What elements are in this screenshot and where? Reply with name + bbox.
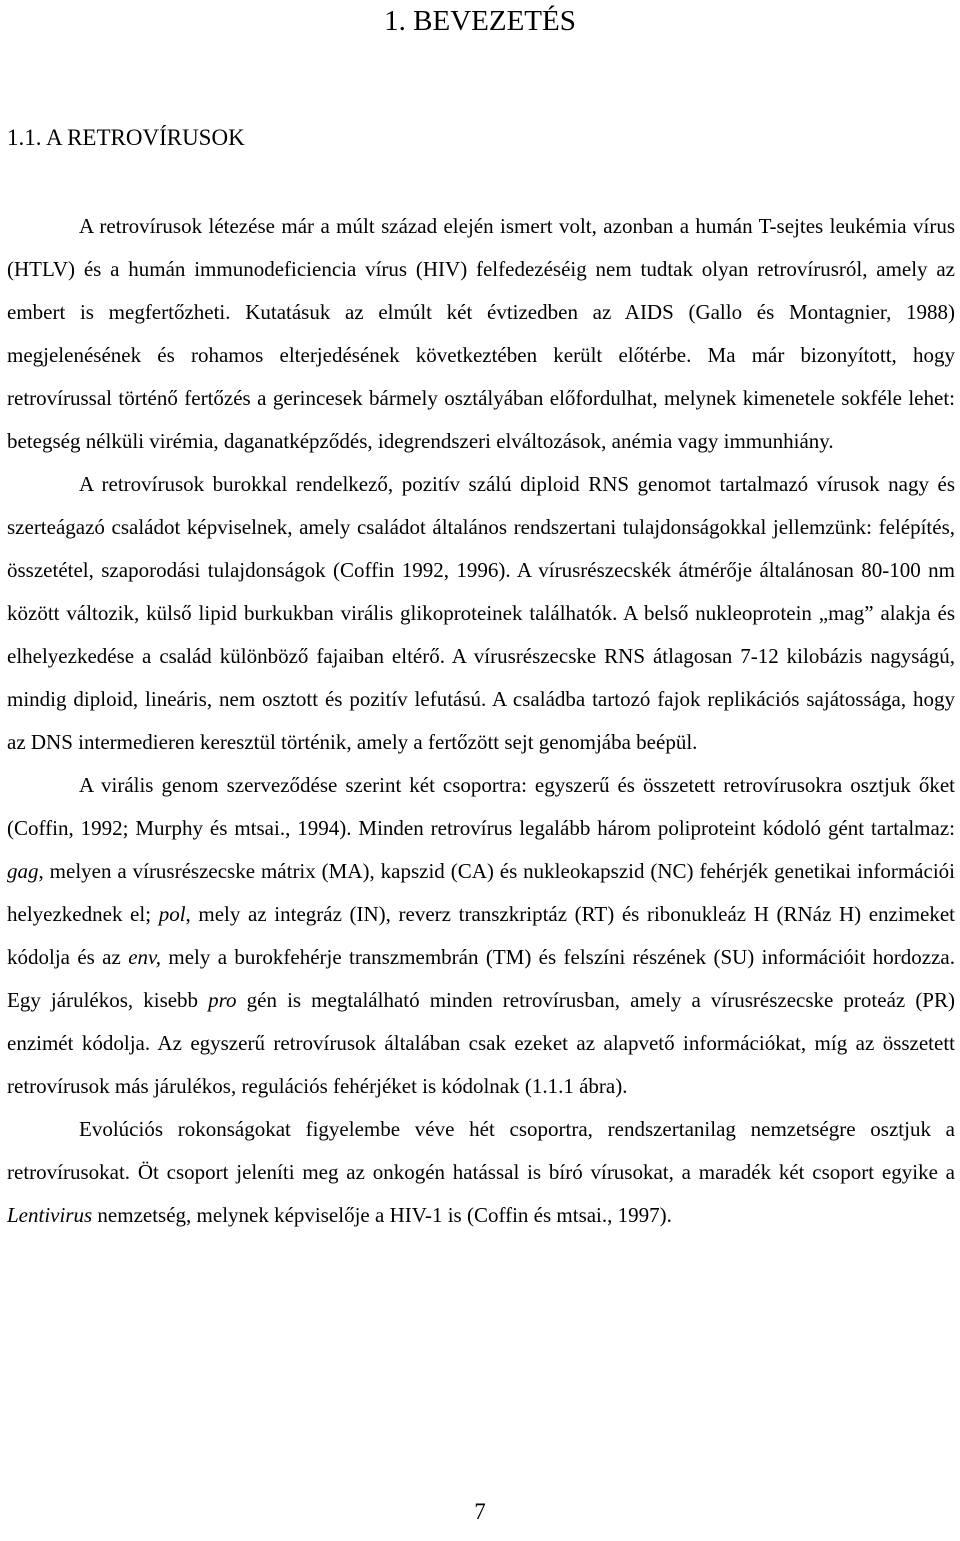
paragraph-3-text-e: gén is megtalálható minden retrovírusban, amely a vírusrészecske proteáz (PR) enzimét kódolja. Az egyszerű retrovírusok általában csak ezeket az alapvető információkat, míg az összetett retrovírusok más járulékos, regulációs fehérjéket is kódolnak (1.1.1 ábra). (7, 988, 955, 1098)
genus-lentivirus: Lentivirus (7, 1203, 93, 1227)
paragraph-4-text-a: Evolúciós rokonságokat figyelembe véve hét csoportra, rendszertanilag nemzetségre osztjuk a retrovírusokat. Öt csoport jeleníti meg az onkogén hatással is bíró vírusokat, a maradék két csoport egyike a (7, 1117, 955, 1184)
paragraph-2-text: A retrovírusok burokkal rendelkező, pozitív szálú diploid RNS genomot tartalmazó vírusok nagy és szerteágazó családot képviselnek, amely családot általános rendszertani tulajdonságokkal jellemzünk: felépítés, összetétel, szaporodási tulajdonságok (Coffin 1992, 1996). A vírusrészecskék átmérője általánosan 80-100 nm között változik, külső lipid burkukban virális glikoproteinek találhatók. A belső nukleoprotein „mag” alakja és elhelyezkedése a család különböző fajaiban eltérő. A vírusrészecske RNS átlagosan 7-12 kilobázis nagyságú, mindig diploid, lineáris, nem osztott és pozitív lefutású. A családba tartozó fajok replikációs sajátossága, hogy az DNS intermedieren keresztül történik, amely a fertőzött sejt genomjába beépül. (7, 472, 955, 754)
paragraph-3-text-d: mely a burokfehérje transzmembrán (TM) és felszíni részének (SU) információit hordozza. Egy járulékos, kisebb (7, 945, 956, 1012)
paragraph-3-text-c: , mely az integráz (IN), reverz transzkriptáz (RT) és ribonukleáz H (RNáz H) enzimeket kódolja és az (7, 902, 956, 969)
paragraph-4 (7, 1108, 955, 1237)
gene-pol: pol (158, 902, 186, 926)
paragraph-3 (7, 764, 955, 1108)
paragraph-4-text-b: nemzetség, melynek képviselője a HIV-1 is (Coffin és mtsai., 1997). (92, 1203, 672, 1227)
paragraph-1-text: A retrovírusok létezése már a múlt század elején ismert volt, azonban a humán T-sejtes leukémia vírus (HTLV) és a humán immunodeficiencia vírus (HIV) felfedezéséig nem tudtak olyan retrovírusról, amely az embert is megfertőzheti. Kutatásuk az elmúlt két évtizedben az AIDS (Gallo és Montagnier, 1988) megjelenésének és rohamos elterjedésének következtében került előtérbe. Ma már bizonyított, hogy retrovírussal történő fertőzés a gerincesek bármely osztályában előfordulhat, melynek kimenetele sokféle lehet: betegség nélküli virémia, daganatképződés, idegrendszeri elváltozások, anémia vagy immunhiány. (7, 214, 955, 453)
gene-gag: gag (7, 859, 39, 883)
paragraph-2 (7, 463, 955, 764)
section-title: 1.1. A RETROVÍRUSOK (7, 125, 245, 150)
paragraph-3-text-a: A virális genom szerveződése szerint két csoportra: egyszerű és összetett retrovírusokra osztjuk őket (Coffin, 1992; Murphy és mtsai., 1994). Minden retrovírus legalább három poliproteint kódoló gént tartalmaz: (7, 773, 955, 840)
paragraph-3-text-b: , melyen a vírusrészecske mátrix (MA), kapszid (CA) és nukleokapszid (NC) fehérjék genetikai információi helyezkednek el; (7, 859, 955, 926)
gene-pro: pro (208, 988, 237, 1012)
gene-env: env, (128, 945, 162, 969)
page-number: 7 (474, 1499, 486, 1524)
chapter-title: 1. BEVEZETÉS (384, 5, 576, 37)
body-text (7, 205, 955, 1237)
paragraph-1 (7, 205, 955, 463)
